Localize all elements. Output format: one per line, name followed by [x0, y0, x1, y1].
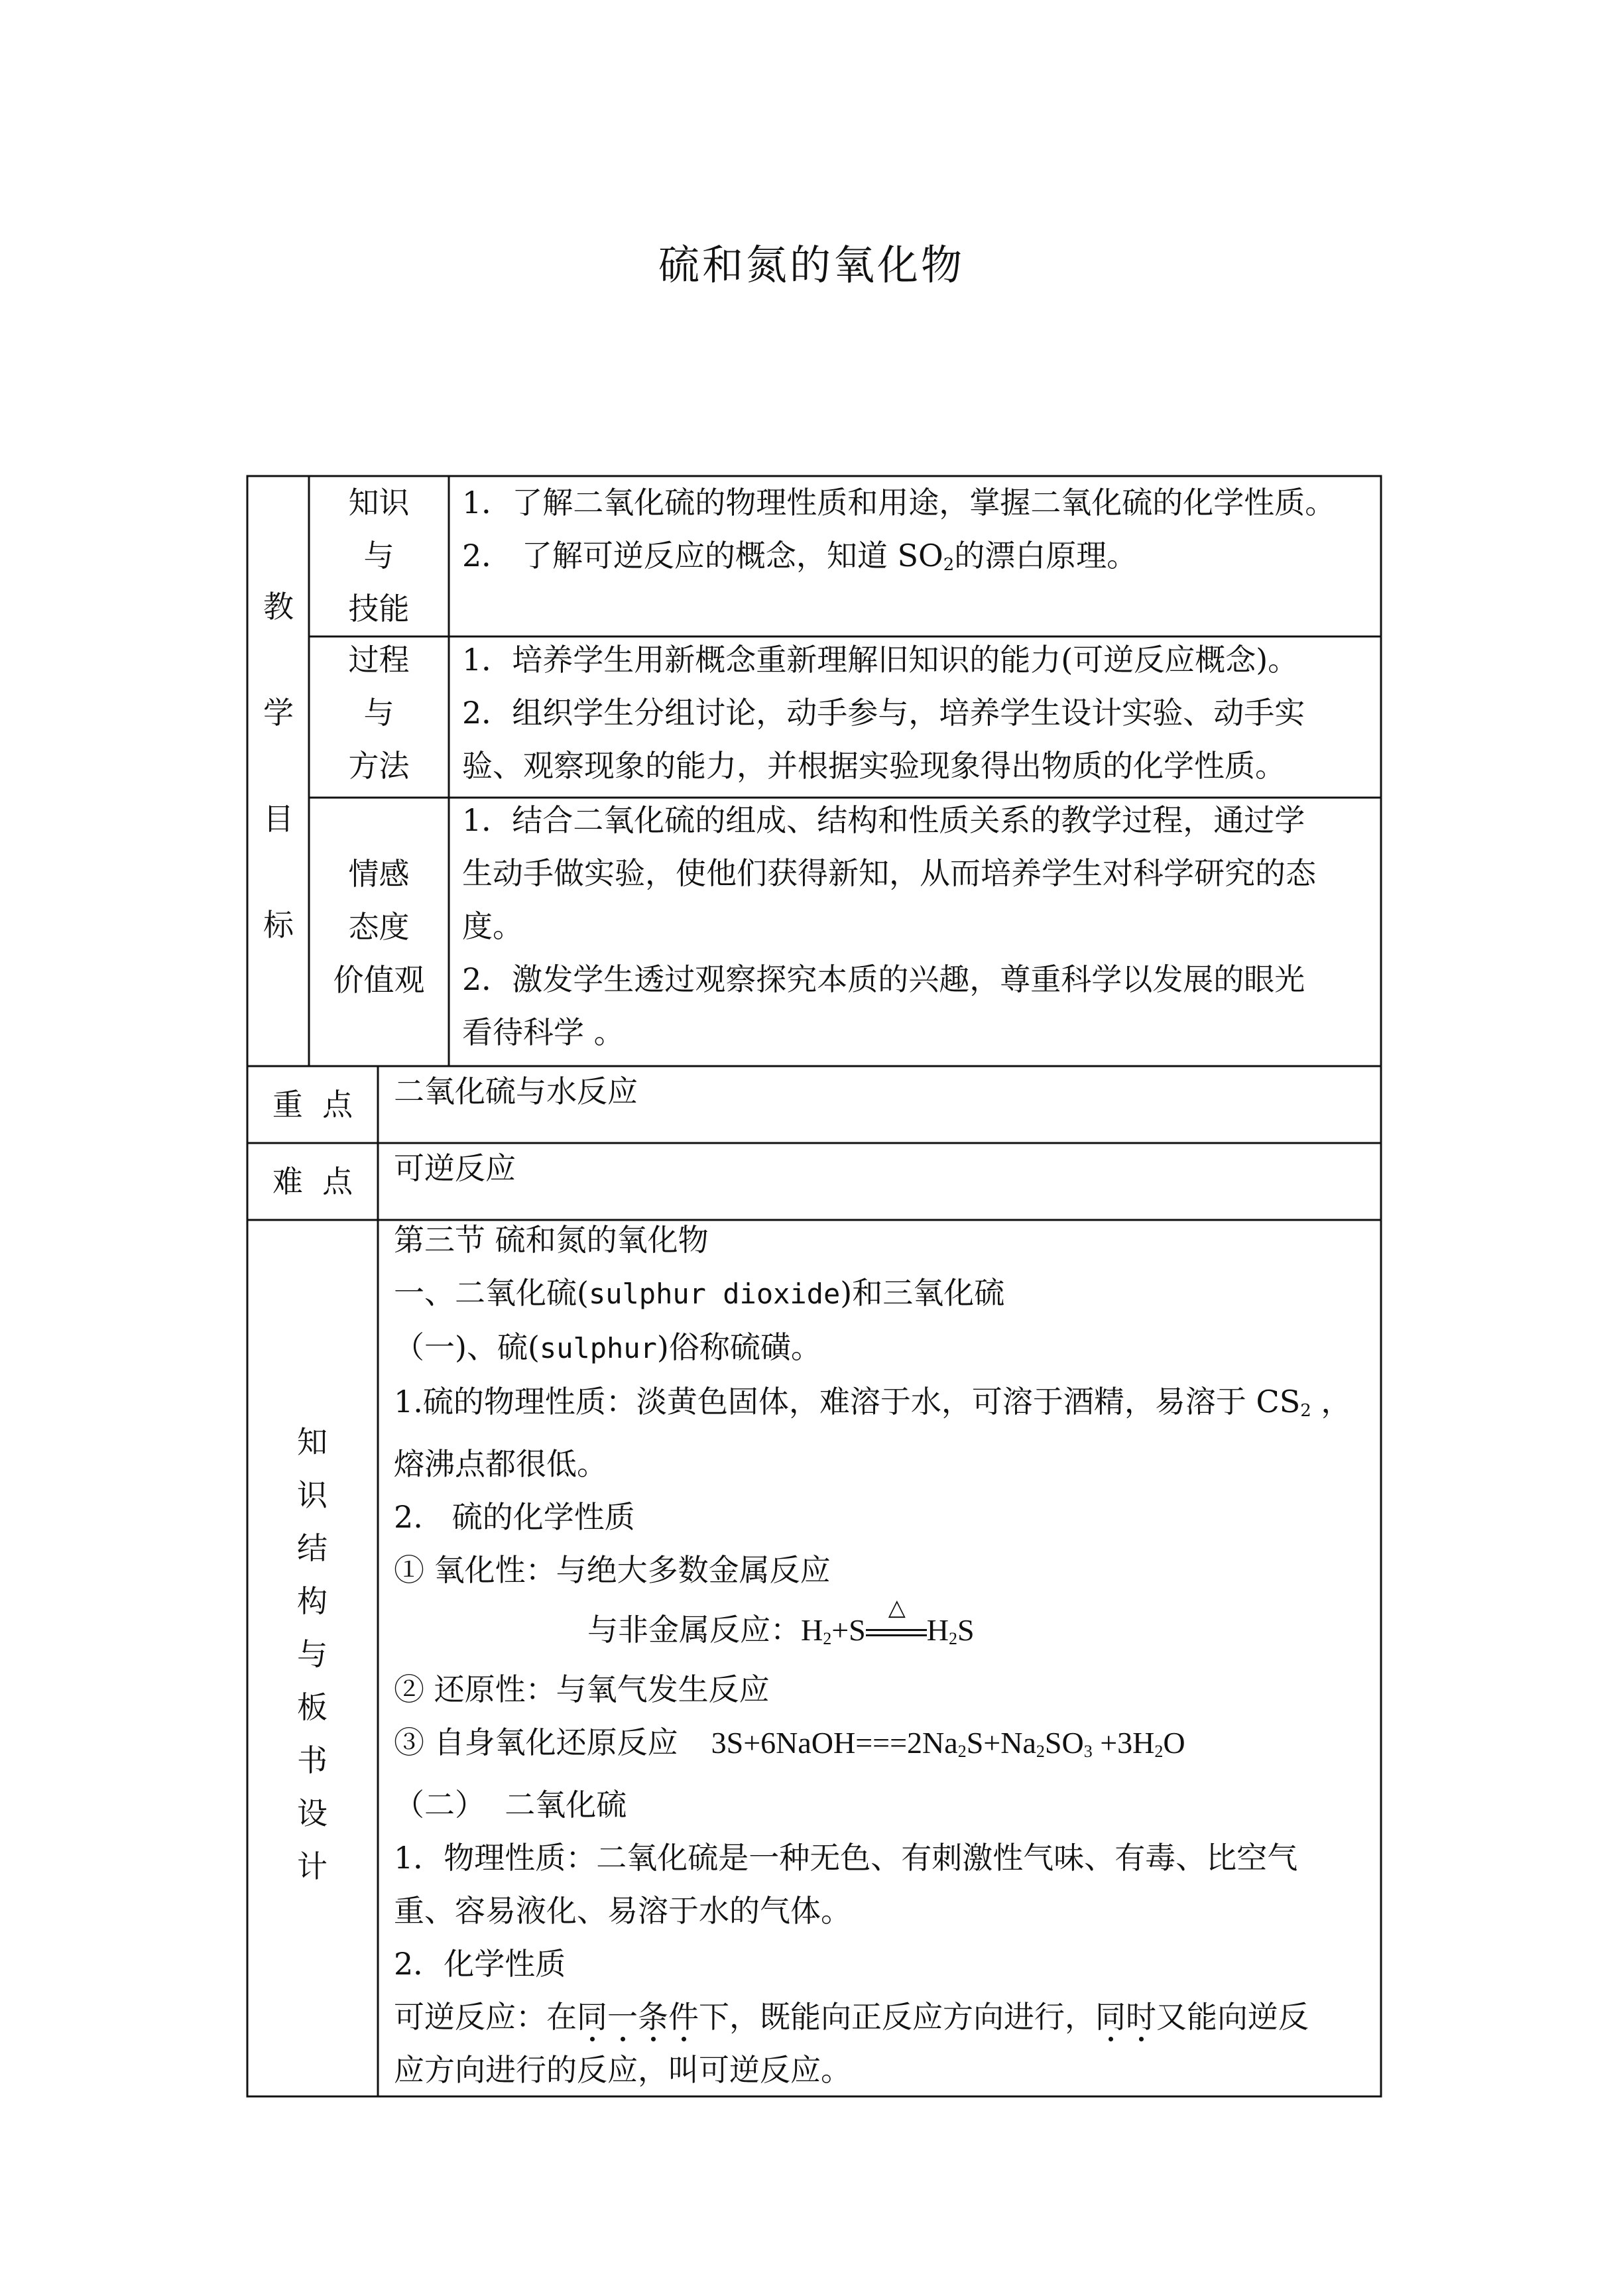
attitude-content: [462, 794, 1380, 1059]
so2-heading: （二） 二氧化硫: [394, 1787, 627, 1823]
page-title: 硫和氮的氧化物: [658, 241, 965, 289]
process-line: 1．培养学生用新概念重新理解旧知识的能力(可逆反应概念)。: [462, 642, 1299, 678]
knowledge-line-2: 2． 了解可逆反应的概念，知道 $SO_2$的漂白原理。: [462, 538, 1138, 575]
structure-label-char: 构: [297, 1583, 328, 1619]
process-label: 过程 与 方法: [348, 642, 410, 784]
key-point-value: 二氧化硫与水反应: [394, 1073, 638, 1109]
heat-equals-sign: △: [866, 1624, 927, 1640]
so2-chem-heading: 2．化学性质: [394, 1946, 566, 1982]
structure-label-char: 与: [297, 1636, 328, 1672]
so2-physical: 1．物理性质：二氧化硫是一种无色、有刺激性气味、有毒、比空气: [394, 1840, 1298, 1876]
nonmetal-reaction: 与非金属反应：$H_2+S$ △ $H_2S$: [587, 1595, 975, 1648]
difficulty-label: 难 点: [272, 1164, 353, 1199]
attitude-label: 情感 态度 价值观: [333, 856, 425, 998]
structure-label-char: 结: [297, 1530, 328, 1566]
structure-label-char: 板: [297, 1689, 328, 1725]
structure-label-char: 识: [297, 1477, 328, 1513]
attitude-line: 生动手做实验，使他们获得新知，从而培养学生对科学研究的态: [462, 855, 1316, 891]
process-content: [462, 633, 1380, 792]
sulfur-physical: 1.硫的物理性质：淡黄色固体，难溶于水，可溶于酒精，易溶于 $CS_2$ ，: [394, 1384, 1352, 1421]
structure-label-char: 书: [297, 1742, 328, 1778]
sulfur-physical-cont: 熔沸点都很低。: [394, 1446, 607, 1482]
objectives-label-char: 教: [263, 589, 294, 625]
process-line: 2．组织学生分组讨论，动手参与，培养学生设计实验、动手实: [462, 695, 1305, 731]
knowledge-content: [462, 476, 1380, 591]
part1-heading: 一、二氧化硫(sulphur dioxide)和三氧化硫: [394, 1275, 1005, 1311]
self-redox-item: ③ 自身氧化还原反应 $3S+6NaOH===2Na_2S+Na_2SO_3 +3H_2O$: [394, 1724, 1185, 1761]
structure-label-char: 知: [297, 1424, 328, 1460]
reducing-item: ② 还原性：与氧气发生反应: [394, 1671, 770, 1707]
process-line: 验、观察现象的能力，并根据实验现象得出物质的化学性质。: [462, 748, 1286, 784]
so2-physical-cont: 重、容易液化、易溶于水的气体。: [394, 1893, 851, 1929]
objectives-label-char: 学: [263, 695, 294, 731]
difficulty-value: 可逆反应: [394, 1150, 516, 1186]
oxidizing-item: ① 氧化性：与绝大多数金属反应: [394, 1552, 831, 1588]
objectives-label-char: 标: [263, 907, 294, 943]
attitude-line: 看待科学 。: [462, 1014, 625, 1050]
section-heading: 第三节 硫和氮的氧化物: [394, 1222, 709, 1258]
structure-label-char: 计: [297, 1848, 328, 1884]
objectives-label-char: 目: [263, 801, 294, 837]
reversible-definition-cont: 应方向进行的反应，叫可逆反应。: [394, 2052, 851, 2088]
attitude-line: 1．结合二氧化硫的组成、结构和性质关系的教学过程，通过学: [462, 802, 1305, 838]
knowledge-line-1: 1．了解二氧化硫的物理性质和用途，掌握二氧化硫的化学性质。: [462, 485, 1336, 520]
structure-label-char: 设: [297, 1795, 328, 1831]
sulfur-heading: （一)、硫(sulphur)俗称硫磺。: [394, 1329, 821, 1365]
attitude-line: 2．激发学生透过观察探究本质的兴趣，尊重科学以发展的眼光: [462, 961, 1305, 997]
reversible-definition: 可逆反应：在同一条件下，既能向正反应方向进行，同时又能向逆反: [394, 1999, 1309, 2035]
attitude-line: 度。: [462, 908, 523, 944]
sulfur-chem-heading: 2. 硫的化学性质: [394, 1499, 635, 1535]
structure-content: [394, 1213, 1378, 2096]
knowledge-label: 知识 与 技能: [348, 485, 410, 627]
key-point-label: 重 点: [272, 1087, 353, 1122]
